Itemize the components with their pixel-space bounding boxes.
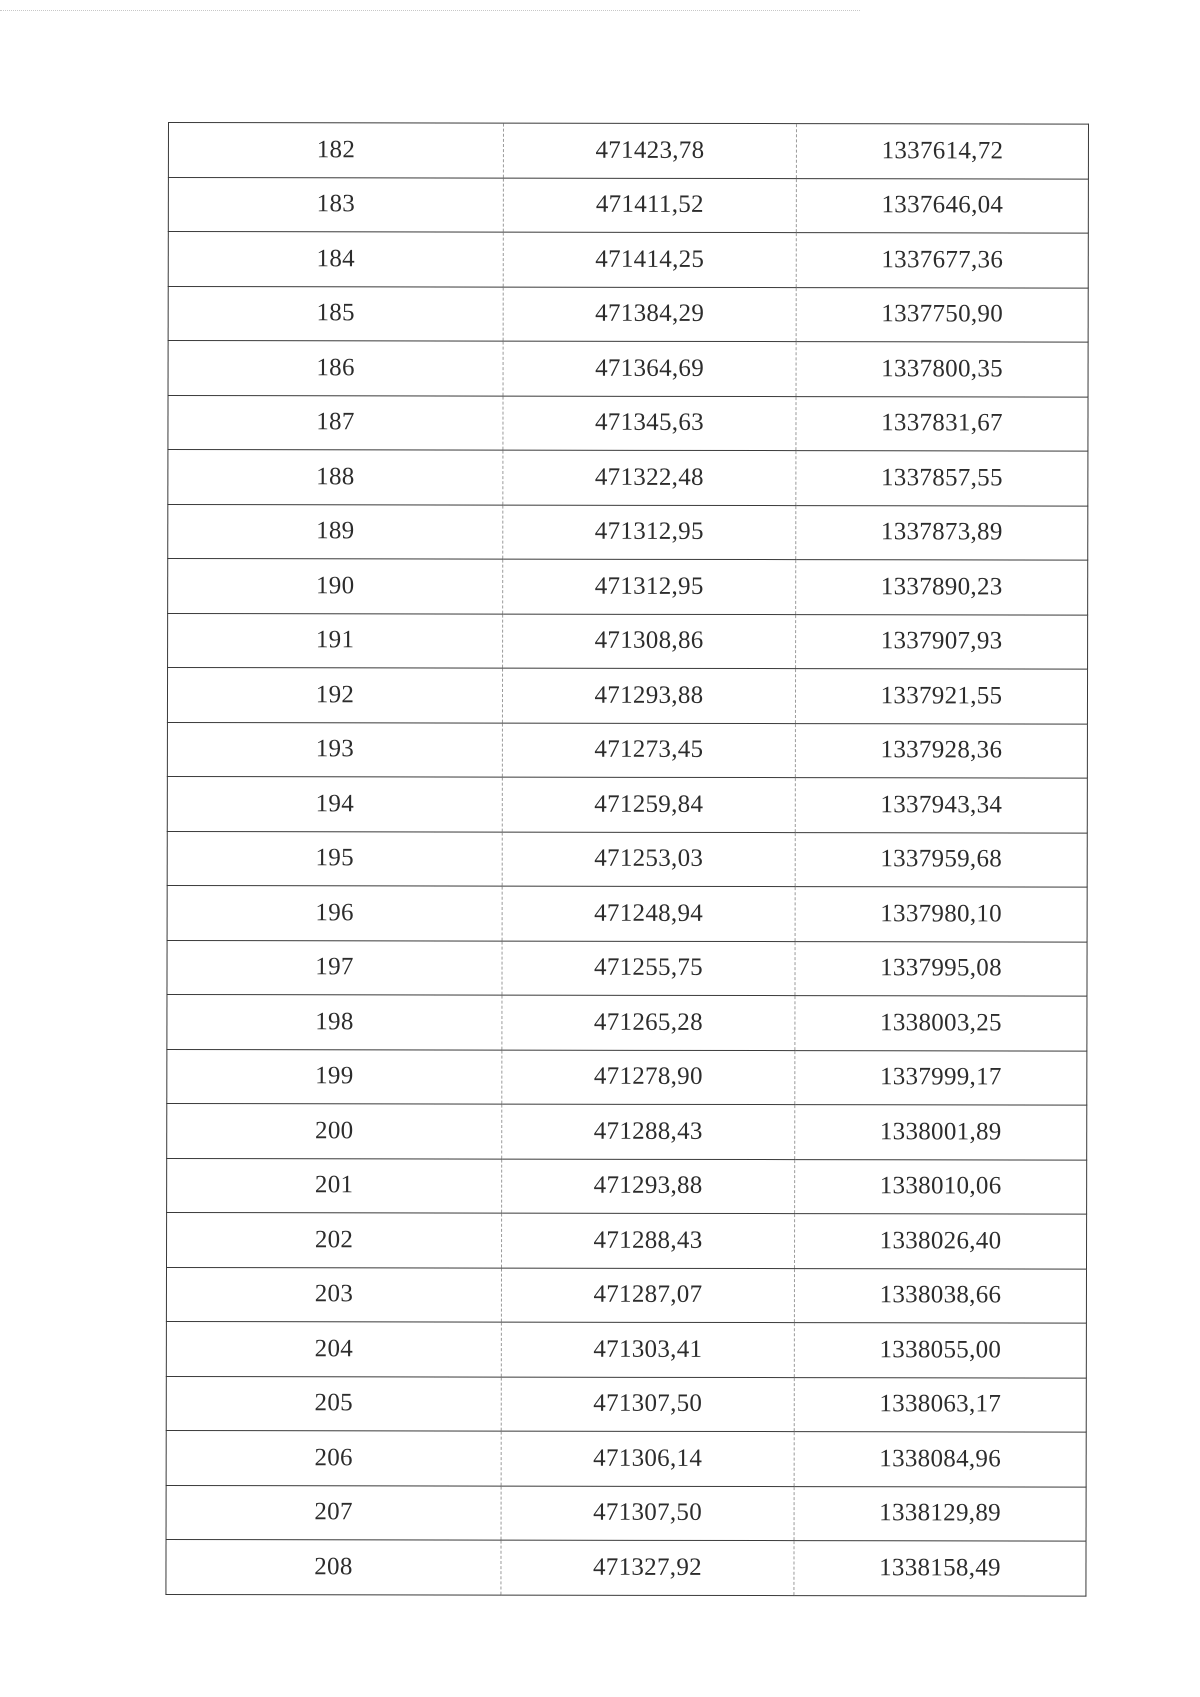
y-coordinate-cell: 1338001,89 <box>795 1105 1087 1160</box>
x-coordinate-cell: 471414,25 <box>503 232 796 287</box>
y-coordinate-cell: 1337831,67 <box>796 396 1088 451</box>
table-row <box>167 1049 1087 1105</box>
table-row <box>168 286 1088 342</box>
y-coordinate-cell: 1337995,08 <box>795 941 1087 996</box>
x-coordinate-cell: 471293,88 <box>502 1159 795 1214</box>
y-coordinate-cell: 1337943,34 <box>795 778 1087 833</box>
point-number-cell: 205 <box>166 1376 501 1431</box>
x-coordinate-cell: 471423,78 <box>503 123 796 178</box>
table-row <box>167 722 1087 778</box>
table-row <box>167 994 1087 1050</box>
point-number-cell: 201 <box>167 1158 502 1213</box>
table-row <box>168 341 1088 397</box>
x-coordinate-cell: 471411,52 <box>503 178 796 233</box>
table-row <box>167 831 1087 887</box>
point-number-cell: 184 <box>168 232 503 287</box>
x-coordinate-cell: 471287,07 <box>501 1268 794 1323</box>
y-coordinate-cell: 1338038,66 <box>794 1268 1086 1323</box>
table-row <box>167 885 1087 941</box>
point-number-cell: 206 <box>166 1430 501 1485</box>
table-row <box>167 1212 1087 1268</box>
table-row <box>166 1376 1086 1432</box>
x-coordinate-cell: 471288,43 <box>502 1213 795 1268</box>
point-number-cell: 189 <box>168 504 503 559</box>
x-coordinate-cell: 471345,63 <box>503 396 796 451</box>
y-coordinate-cell: 1337677,36 <box>796 233 1088 288</box>
x-coordinate-cell: 471303,41 <box>501 1322 794 1377</box>
point-number-cell: 188 <box>168 450 503 505</box>
scan-artifact-line <box>0 10 860 11</box>
table-row <box>166 1321 1086 1377</box>
x-coordinate-cell: 471312,95 <box>503 505 796 560</box>
table-row <box>168 177 1088 233</box>
table-row <box>167 668 1087 724</box>
y-coordinate-cell: 1337646,04 <box>796 178 1088 233</box>
y-coordinate-cell: 1338055,00 <box>794 1323 1086 1378</box>
table-row <box>168 232 1088 288</box>
x-coordinate-cell: 471259,84 <box>502 777 795 832</box>
table-row <box>166 1430 1086 1486</box>
point-number-cell: 185 <box>168 286 503 341</box>
y-coordinate-cell: 1338010,06 <box>795 1159 1087 1214</box>
point-number-cell: 195 <box>167 831 502 886</box>
table-row <box>168 395 1088 451</box>
point-number-cell: 203 <box>166 1267 501 1322</box>
x-coordinate-cell: 471306,14 <box>501 1431 794 1486</box>
table-row <box>166 1485 1086 1541</box>
point-number-cell: 197 <box>167 940 502 995</box>
x-coordinate-cell: 471364,69 <box>503 341 796 396</box>
y-coordinate-cell: 1337890,23 <box>796 560 1088 615</box>
point-number-cell: 183 <box>168 177 503 232</box>
point-number-cell: 182 <box>168 123 503 178</box>
y-coordinate-cell: 1337921,55 <box>795 669 1087 724</box>
y-coordinate-cell: 1337800,35 <box>796 342 1088 397</box>
point-number-cell: 199 <box>167 1049 502 1104</box>
point-number-cell: 196 <box>167 885 502 940</box>
point-number-cell: 204 <box>166 1321 501 1376</box>
x-coordinate-cell: 471265,28 <box>502 995 795 1050</box>
x-coordinate-cell: 471293,88 <box>502 668 795 723</box>
table-row <box>167 1158 1087 1214</box>
coordinates-table <box>165 122 1089 1596</box>
table-row <box>167 1103 1087 1159</box>
y-coordinate-cell: 1338158,49 <box>794 1541 1086 1596</box>
x-coordinate-cell: 471384,29 <box>503 287 796 342</box>
y-coordinate-cell: 1337928,36 <box>795 723 1087 778</box>
x-coordinate-cell: 471288,43 <box>502 1104 795 1159</box>
x-coordinate-cell: 471273,45 <box>502 723 795 778</box>
table-row <box>168 450 1088 506</box>
y-coordinate-cell: 1337907,93 <box>796 614 1088 669</box>
point-number-cell: 194 <box>167 776 502 831</box>
point-number-cell: 186 <box>168 341 503 396</box>
y-coordinate-cell: 1337857,55 <box>796 451 1088 506</box>
x-coordinate-cell: 471322,48 <box>503 450 796 505</box>
x-coordinate-cell: 471307,50 <box>501 1377 794 1432</box>
table-row <box>167 776 1087 832</box>
y-coordinate-cell: 1337980,10 <box>795 887 1087 942</box>
point-number-cell: 200 <box>167 1103 502 1158</box>
point-number-cell: 208 <box>166 1539 501 1594</box>
point-number-cell: 198 <box>167 994 502 1049</box>
point-number-cell: 191 <box>168 613 503 668</box>
table-row <box>168 123 1088 179</box>
y-coordinate-cell: 1337614,72 <box>796 124 1088 179</box>
y-coordinate-cell: 1338129,89 <box>794 1486 1086 1541</box>
point-number-cell: 190 <box>168 559 503 614</box>
table-row <box>166 1539 1086 1595</box>
x-coordinate-cell: 471255,75 <box>502 941 795 996</box>
x-coordinate-cell: 471312,95 <box>503 559 796 614</box>
x-coordinate-cell: 471308,86 <box>503 614 796 669</box>
x-coordinate-cell: 471253,03 <box>502 832 795 887</box>
table-row <box>167 940 1087 996</box>
y-coordinate-cell: 1338003,25 <box>795 996 1087 1051</box>
point-number-cell: 187 <box>168 395 503 450</box>
x-coordinate-cell: 471307,50 <box>501 1486 794 1541</box>
y-coordinate-cell: 1337873,89 <box>796 505 1088 560</box>
y-coordinate-cell: 1338084,96 <box>794 1432 1086 1487</box>
point-number-cell: 202 <box>167 1212 502 1267</box>
y-coordinate-cell: 1337959,68 <box>795 832 1087 887</box>
point-number-cell: 192 <box>167 668 502 723</box>
x-coordinate-cell: 471327,92 <box>501 1540 794 1595</box>
table-row <box>166 1267 1086 1323</box>
y-coordinate-cell: 1337750,90 <box>796 287 1088 342</box>
x-coordinate-cell: 471278,90 <box>502 1050 795 1105</box>
point-number-cell: 193 <box>167 722 502 777</box>
table-row <box>168 559 1088 615</box>
y-coordinate-cell: 1338026,40 <box>795 1214 1087 1269</box>
point-number-cell: 207 <box>166 1485 501 1540</box>
x-coordinate-cell: 471248,94 <box>502 886 795 941</box>
coordinates-table-body <box>166 123 1089 1596</box>
table-row <box>168 613 1088 669</box>
table-row <box>168 504 1088 560</box>
y-coordinate-cell: 1338063,17 <box>794 1377 1086 1432</box>
y-coordinate-cell: 1337999,17 <box>795 1050 1087 1105</box>
